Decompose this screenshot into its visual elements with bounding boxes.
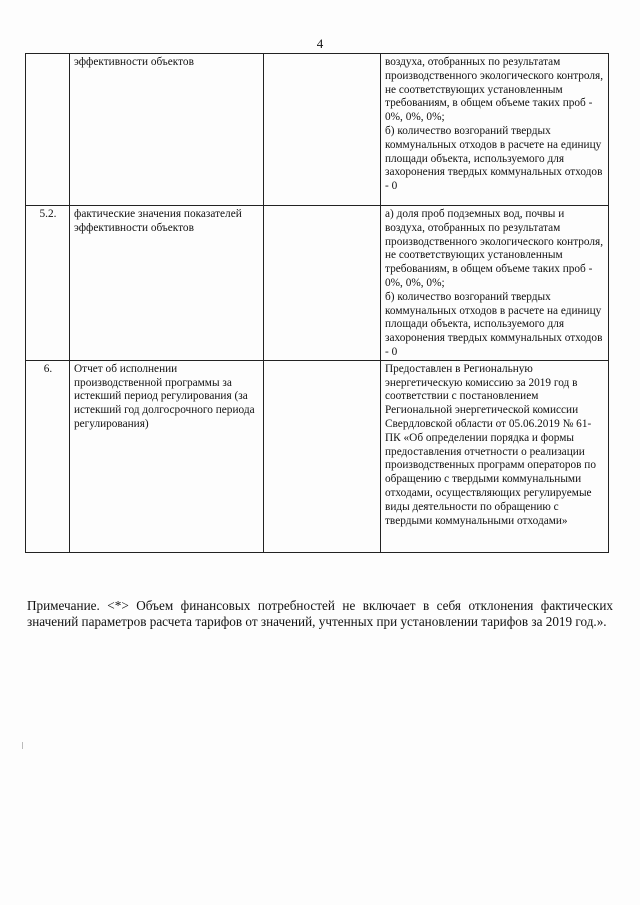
footnote-text: Примечание. <*> Объем финансовых потребностей не включает в себя отклонения фактических значений параметров расчета тарифов от значений, учтенных при установлении тарифов за 2019 год.».	[27, 598, 613, 629]
row-notes: воздуха, отобранных по результатам производственного экологического контроля, не соответствующих установленным требованиям, в общем объеме таких проб - 0%, 0%, 0%; б) количество возгораний твердых коммунальных отходов в расчете на единицу площади объекта, используемого для захоронения твердых коммунальных отходов - 0	[381, 54, 609, 206]
row-number: 6.	[26, 360, 70, 552]
row-notes: Предоставлен в Региональную энергетическую комиссию за 2019 год в соответствии с постановлением Региональной энергетической комиссии Свердловской области от 05.06.2019 № 61-ПК «Об определении порядка и формы предоставления отчетности о реализации производственных программ операторов по обращению с твердыми коммунальными отходами, осуществляющих регулируемые виды деятельности по обращению с твердыми коммунальными отходами»	[381, 360, 609, 552]
footnote	[27, 598, 613, 630]
row-value-cell	[264, 54, 381, 206]
row-value-cell	[264, 360, 381, 552]
table-row	[26, 54, 609, 206]
table-row	[26, 360, 609, 552]
program-table	[25, 53, 609, 553]
row-value-cell	[264, 206, 381, 361]
table-row	[26, 206, 609, 361]
row-number	[26, 54, 70, 206]
row-indicator-name: эффективности объектов	[70, 54, 264, 206]
row-indicator-name: Отчет об исполнении производственной программы за истекший период регулирования (за истекший год долгосрочного периода регулирования)	[70, 360, 264, 552]
scan-mark	[22, 742, 23, 749]
row-indicator-name: фактические значения показателей эффективности объектов	[70, 206, 264, 361]
page-number: 4	[316, 36, 324, 51]
row-number: 5.2.	[26, 206, 70, 361]
row-notes: а) доля проб подземных вод, почвы и воздуха, отобранных по результатам производственного экологического контроля, не соответствующих установленным требованиям, в общем объеме таких проб - 0%, 0%, 0%; б) количество возгораний твердых коммунальных отходов в расчете на единицу площади объекта, используемого для захоронения твердых коммунальных отходов - 0	[381, 206, 609, 361]
